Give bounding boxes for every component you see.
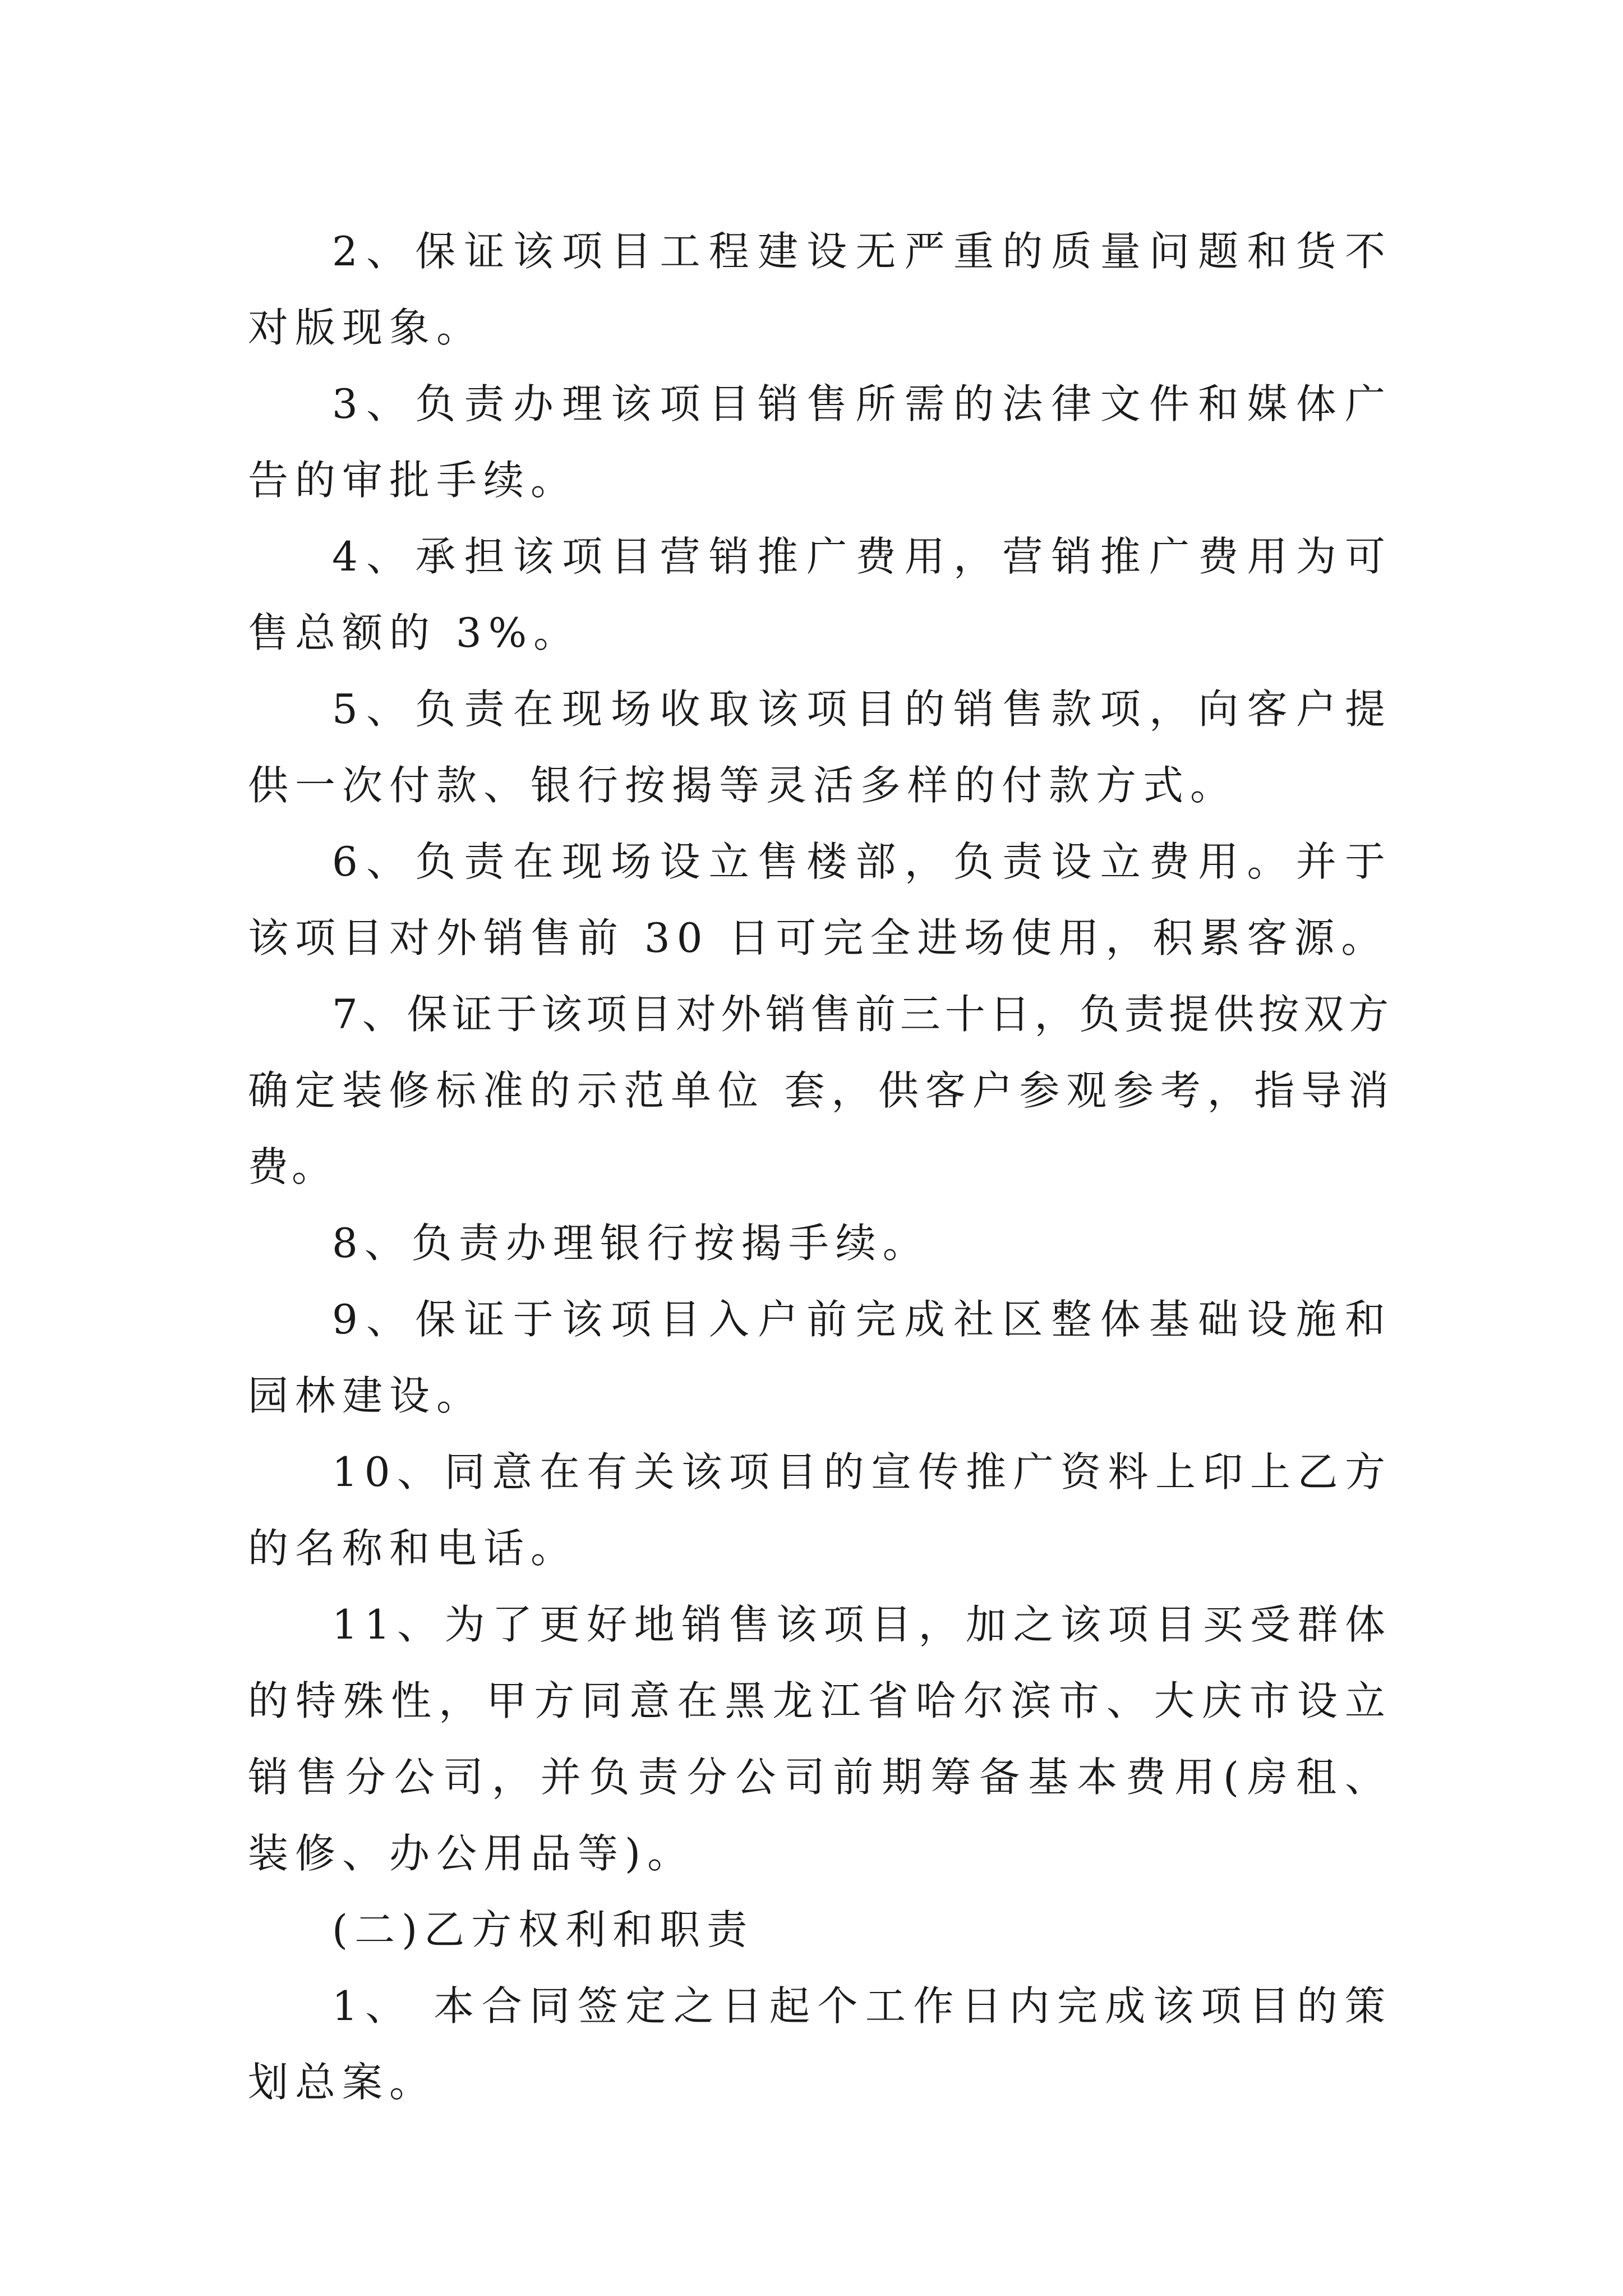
clause-11: 11、为了更好地销售该项目，加之该项目买受群体的特殊性，甲方同意在黑龙江省哈尔滨市、大庆市设立销售分公司，并负责分公司前期筹备基本费用(房租、装修、办公用品等)。 [248, 1601, 1392, 1877]
document-body [248, 213, 1392, 2120]
clause-9: 9、保证于该项目入户前完成社区整体基础设施和园林建设。 [248, 1296, 1392, 1419]
clause-6: 6、负责在现场设立售楼部，负责设立费用。并于该项目对外销售前 30 日可完全进场使用，积累客源。 [248, 838, 1392, 961]
section-heading-party-b: (二)乙方权利和职责 [332, 1906, 754, 1953]
clause-2: 2、保证该项目工程建设无严重的质量问题和货不对版现象。 [248, 228, 1392, 351]
clause-3: 3、负责办理该项目销售所需的法律文件和媒体广告的审批手续。 [248, 380, 1392, 504]
party-b-clause-1: 1、 本合同签定之日起个工作日内完成该项目的策划总案。 [248, 1982, 1392, 2106]
clause-7: 7、保证于该项目对外销售前三十日，负责提供按双方确定装修标准的示范单位 套，供客户参观参考，指导消费。 [248, 991, 1392, 1190]
clause-8: 8、负责办理银行按揭手续。 [332, 1220, 930, 1267]
clause-10: 10、同意在有关该项目的宣传推广资料上印上乙方的名称和电话。 [248, 1448, 1392, 1572]
clause-4: 4、承担该项目营销推广费用，营销推广费用为可售总额的 3%。 [248, 533, 1392, 656]
clause-5: 5、负责在现场收取该项目的销售款项，向客户提供一次付款、银行按揭等灵活多样的付款方式。 [248, 685, 1392, 809]
